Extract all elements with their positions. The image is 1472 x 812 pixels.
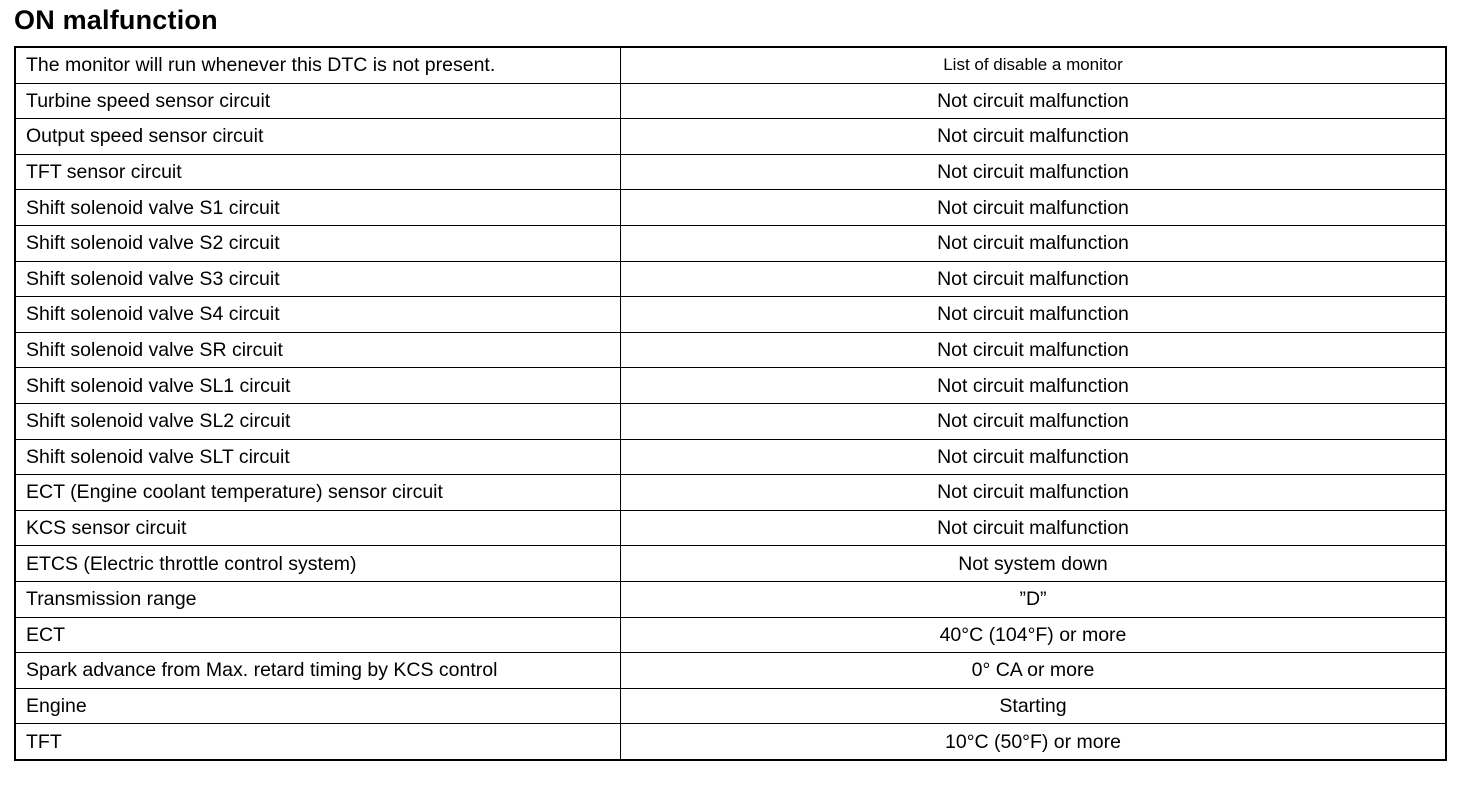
row-condition-cell: 0° CA or more [621, 653, 1447, 689]
table-row [15, 332, 1446, 368]
row-condition-cell: Not system down [621, 546, 1447, 582]
row-condition-cell: Not circuit malfunction [621, 332, 1447, 368]
row-item-cell: Shift solenoid valve SL1 circuit [15, 368, 621, 404]
row-condition-cell: Not circuit malfunction [621, 403, 1447, 439]
table-body [15, 47, 1446, 760]
row-item-cell: Engine [15, 688, 621, 724]
row-item-cell: Shift solenoid valve SR circuit [15, 332, 621, 368]
row-condition-cell: 10°C (50°F) or more [621, 724, 1447, 760]
row-condition-cell: Not circuit malfunction [621, 119, 1447, 155]
table-row [15, 653, 1446, 689]
row-item-cell: KCS sensor circuit [15, 510, 621, 546]
row-condition-cell: Not circuit malfunction [621, 297, 1447, 333]
header-cell-disable-list: List of disable a monitor [621, 47, 1447, 83]
table-row [15, 297, 1446, 333]
row-item-cell: Shift solenoid valve S3 circuit [15, 261, 621, 297]
row-item-cell: Shift solenoid valve SLT circuit [15, 439, 621, 475]
table-row [15, 261, 1446, 297]
row-item-cell: ETCS (Electric throttle control system) [15, 546, 621, 582]
table-header-row [15, 47, 1446, 83]
row-item-cell: ECT [15, 617, 621, 653]
row-item-cell: Shift solenoid valve SL2 circuit [15, 403, 621, 439]
table-row [15, 546, 1446, 582]
row-condition-cell: Not circuit malfunction [621, 475, 1447, 511]
table-row [15, 225, 1446, 261]
row-item-cell: Shift solenoid valve S2 circuit [15, 225, 621, 261]
row-condition-cell: Not circuit malfunction [621, 261, 1447, 297]
row-item-cell: Spark advance from Max. retard timing by KCS control [15, 653, 621, 689]
table-row [15, 510, 1446, 546]
row-item-cell: TFT [15, 724, 621, 760]
row-condition-cell: 40°C (104°F) or more [621, 617, 1447, 653]
row-condition-cell: Not circuit malfunction [621, 83, 1447, 119]
row-condition-cell: Not circuit malfunction [621, 225, 1447, 261]
row-condition-cell: Not circuit malfunction [621, 368, 1447, 404]
table-row [15, 154, 1446, 190]
table-row [15, 83, 1446, 119]
row-condition-cell: Not circuit malfunction [621, 190, 1447, 226]
monitor-conditions-table [14, 46, 1447, 761]
row-item-cell: Shift solenoid valve S4 circuit [15, 297, 621, 333]
row-item-cell: ECT (Engine coolant temperature) sensor circuit [15, 475, 621, 511]
header-cell-monitor-note: The monitor will run whenever this DTC is not present. [15, 47, 621, 83]
row-condition-cell: Not circuit malfunction [621, 510, 1447, 546]
table-row [15, 617, 1446, 653]
row-condition-cell: Starting [621, 688, 1447, 724]
table-row [15, 119, 1446, 155]
row-condition-cell: ”D” [621, 581, 1447, 617]
table-row [15, 688, 1446, 724]
table-row [15, 368, 1446, 404]
row-item-cell: TFT sensor circuit [15, 154, 621, 190]
table-row [15, 403, 1446, 439]
row-item-cell: Transmission range [15, 581, 621, 617]
table-row [15, 439, 1446, 475]
table-row [15, 581, 1446, 617]
table-row [15, 475, 1446, 511]
row-condition-cell: Not circuit malfunction [621, 154, 1447, 190]
page-title: ON malfunction [14, 5, 218, 35]
table-row [15, 724, 1446, 760]
row-condition-cell: Not circuit malfunction [621, 439, 1447, 475]
row-item-cell: Turbine speed sensor circuit [15, 83, 621, 119]
table-row [15, 190, 1446, 226]
row-item-cell: Shift solenoid valve S1 circuit [15, 190, 621, 226]
row-item-cell: Output speed sensor circuit [15, 119, 621, 155]
